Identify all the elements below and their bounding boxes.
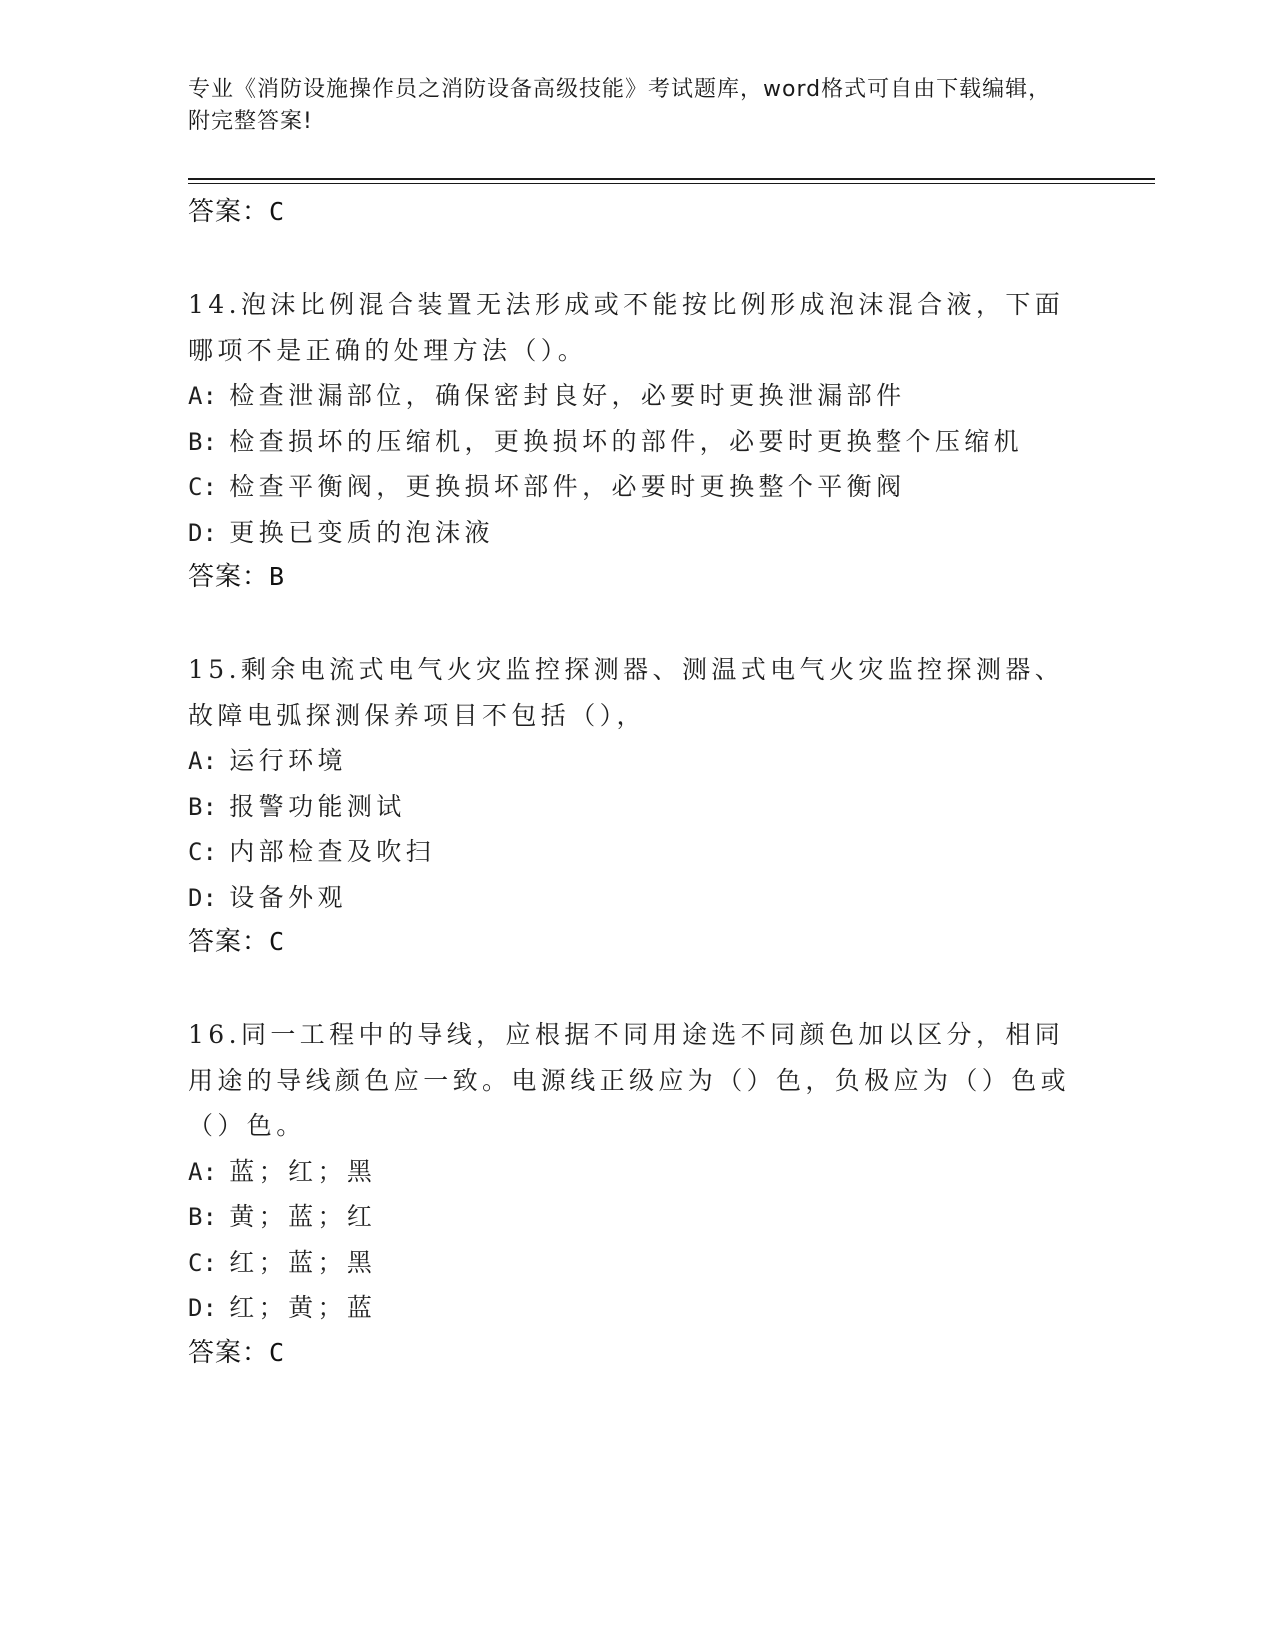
answer-label: 答案： — [188, 1337, 270, 1368]
option-a — [188, 1149, 1088, 1195]
answer-value: B — [269, 562, 285, 591]
answer-value: C — [269, 1337, 285, 1367]
question-block — [188, 647, 1088, 964]
option-d — [188, 1285, 1088, 1331]
question-block — [188, 282, 1088, 599]
question-text: 16.同一工程中的导线，应根据不同用途选不同颜色加以区分，相同用途的导线颜色应一致。电源线正级应为（）色，负极应为（）色或（）色。 — [188, 1020, 1071, 1140]
option-key: A: — [188, 382, 217, 410]
option-b — [188, 1194, 1088, 1240]
option-c — [188, 1240, 1088, 1286]
option-text: 红；蓝；黑 — [229, 1247, 377, 1277]
option-text: 检查泄漏部位，确保密封良好，必要时更换泄漏部件 — [229, 381, 906, 410]
header-divider-thick — [188, 178, 1155, 180]
option-key: B: — [188, 427, 217, 456]
option-text: 设备外观 — [229, 882, 347, 912]
option-c — [188, 829, 1088, 875]
header-divider-thin — [188, 183, 1155, 184]
answer-label: 答案： — [188, 197, 270, 227]
option-key: C: — [188, 473, 217, 501]
option-key: A: — [188, 1157, 217, 1186]
option-c — [188, 464, 1088, 510]
option-key: C: — [188, 1248, 217, 1277]
option-key: D: — [188, 883, 217, 912]
spacer — [188, 234, 1088, 282]
option-text: 检查损坏的压缩机，更换损坏的部件，必要时更换整个压缩机 — [229, 426, 1024, 456]
option-text: 更换已变质的泡沫液 — [229, 517, 494, 547]
question-text: 15.剩余电流式电气火灾监控探测器、测温式电气火灾监控探测器、故障电弧探测保养项目不包括（）， — [188, 655, 1065, 730]
page-header: 专业《消防设施操作员之消防设备高级技能》考试题库，word格式可自由下载编辑，附完整答案! — [188, 77, 1052, 134]
option-b — [188, 419, 1088, 465]
answer-line — [188, 555, 1088, 599]
option-d — [188, 875, 1088, 921]
option-key: C: — [188, 838, 217, 866]
option-a — [188, 738, 1088, 784]
option-b — [188, 784, 1088, 830]
option-key: D: — [188, 518, 217, 547]
spacer — [188, 599, 1088, 647]
answer-label: 答案： — [188, 927, 270, 957]
option-key: A: — [188, 747, 217, 775]
answer-label: 答案： — [188, 562, 270, 592]
answer-line — [188, 190, 1088, 234]
answer-value: C — [269, 927, 285, 956]
option-text: 运行环境 — [229, 746, 347, 775]
spacer — [188, 964, 1088, 1012]
option-key: B: — [188, 792, 217, 821]
answer-line — [188, 920, 1088, 964]
option-text: 内部检查及吹扫 — [229, 837, 436, 866]
question-text: 14.泡沫比例混合装置无法形成或不能按比例形成泡沫混合液，下面哪项不是正确的处理方法（）。 — [188, 290, 1065, 365]
option-text: 黄；蓝；红 — [229, 1202, 377, 1231]
option-d — [188, 510, 1088, 556]
option-a — [188, 373, 1088, 419]
option-key: B: — [188, 1203, 217, 1231]
option-text: 红；黄；蓝 — [229, 1293, 377, 1322]
question-block — [188, 1012, 1088, 1375]
answer-value: C — [269, 197, 285, 226]
option-text: 检查平衡阀，更换损坏部件，必要时更换整个平衡阀 — [229, 472, 906, 501]
option-text: 蓝；红；黑 — [229, 1156, 377, 1186]
answer-line — [188, 1331, 1088, 1375]
option-text: 报警功能测试 — [229, 791, 406, 821]
option-key: D: — [188, 1294, 217, 1322]
question-list — [188, 190, 1088, 1375]
